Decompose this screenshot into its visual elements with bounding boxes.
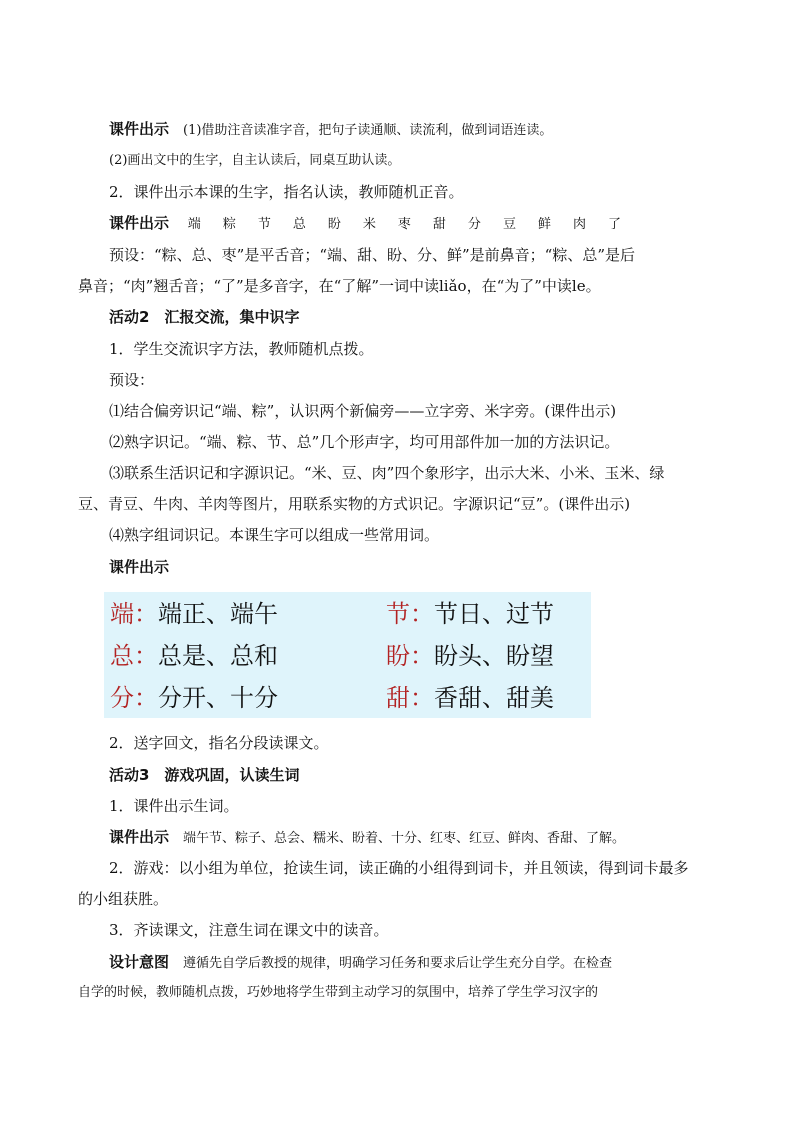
courseware-line-1 [109,118,552,142]
vocab-words: 端正、端午 [158,600,278,628]
line-text: 端午节、粽子、总会、糯米、盼着、十分、红枣、红豆、鲜肉、香甜、了解。 [183,831,626,846]
new-character: 粽 [222,217,236,232]
vocab-entry [386,636,554,676]
courseware-line-3 [109,826,625,850]
activity-heading: 活动2 汇报交流，集中识字 [109,308,300,326]
vocab-words: 香甜、甜美 [434,684,554,712]
vocab-character: 总： [110,642,158,670]
courseware-label: 课件出示 [109,214,170,232]
new-character: 甜 [432,217,446,232]
paragraph-line: 自学的时候，教师随机点拨，巧妙地将学生带到主动学习的氛围中，培养了学生学习汉字的 [78,985,599,1000]
vocab-row [108,594,588,634]
paragraph-line: 预设： [109,371,155,389]
courseware-label: 课件出示 [109,828,170,846]
paragraph-line: 1．课件出示生词。 [109,797,239,815]
new-character: 豆 [502,217,516,232]
vocab-entry [110,678,278,718]
courseware-label: 课件出示 [109,558,170,576]
vocab-words: 节日、过节 [434,600,554,628]
paragraph-line: 鼻音；“肉”翘舌音；“了”是多音字，在“了解”一词中读liǎo，在“为了”中读le。 [78,277,601,295]
new-character: 鲜 [537,217,551,232]
paragraph-line: 2．课件出示本课的生字，指名认读，教师随机正音。 [109,183,464,201]
vocab-entry [110,594,278,634]
new-character: 端 [187,217,201,232]
vocab-words: 总是、总和 [158,642,278,670]
new-character: 枣 [397,217,411,232]
vocab-entry [386,678,554,718]
paragraph-line: 2．送字回文，指名分段读课文。 [109,734,329,752]
vocab-entry [110,636,278,676]
new-character: 分 [467,217,481,232]
new-character: 总 [292,217,306,232]
line-text: (1)借助注音读准字音，把句子读通顺、读流利，做到词语连读。 [183,123,553,138]
paragraph-line: ⑶联系生活识记和字源识记。“米、豆、肉”四个象形字，出示大米、小米、玉米、绿 [109,464,665,482]
vocab-character: 盼： [386,642,434,670]
design-intent-line [109,951,612,975]
vocab-row [108,636,588,676]
paragraph-line: 1．学生交流识字方法，教师随机点拨。 [109,340,374,358]
vocab-character: 甜： [386,684,434,712]
vocab-words: 盼头、盼望 [434,642,554,670]
paragraph-line: ⑵熟字识记。“端、粽、节、总”几个形声字，均可用部件加一加的方法识记。 [109,433,620,451]
vocab-row [108,678,588,718]
design-intent-label: 设计意图 [109,953,170,971]
new-character: 米 [362,217,376,232]
new-character: 了 [607,217,621,232]
paragraph-line: ⑴结合偏旁识记“端、粽”，认识两个新偏旁——立字旁、米字旁。(课件出示) [109,402,617,420]
paragraph-line: 3．齐读课文，注意生词在课文中的读音。 [109,921,389,939]
vocabulary-panel [104,592,591,718]
paragraph-line: ⑷熟字组词识记。本课生字可以组成一些常用词。 [109,526,440,544]
paragraph-line: 的小组获胜。 [78,890,169,908]
vocab-character: 端： [110,600,158,628]
vocab-words: 分开、十分 [158,684,278,712]
paragraph-line: 豆、青豆、牛肉、羊肉等图片，用联系实物的方式识记。字源识记“豆”。(课件出示) [78,495,631,513]
vocab-character: 节： [386,600,434,628]
new-character: 肉 [572,217,586,232]
paragraph-line: 预设：“粽、总、枣”是平舌音；“端、甜、盼、分、鲜”是前鼻音；“粽、总”是后 [109,246,636,264]
paragraph-line: (2)画出文中的生字，自主认读后，同桌互助认读。 [109,153,401,168]
courseware-label: 课件出示 [109,120,170,138]
activity-heading: 活动3 游戏巩固，认读生词 [109,766,300,784]
new-character: 节 [257,217,271,232]
vocab-entry [386,594,554,634]
new-character: 盼 [327,217,341,232]
vocab-character: 分： [110,684,158,712]
line-text: 遵循先自学后教授的规律，明确学习任务和要求后让学生充分自学。在检查 [183,956,613,971]
new-characters-line [109,212,643,236]
paragraph-line: 2．游戏：以小组为单位，抢读生词，读正确的小组得到词卡，并且领读，得到词卡最多 [109,859,689,877]
